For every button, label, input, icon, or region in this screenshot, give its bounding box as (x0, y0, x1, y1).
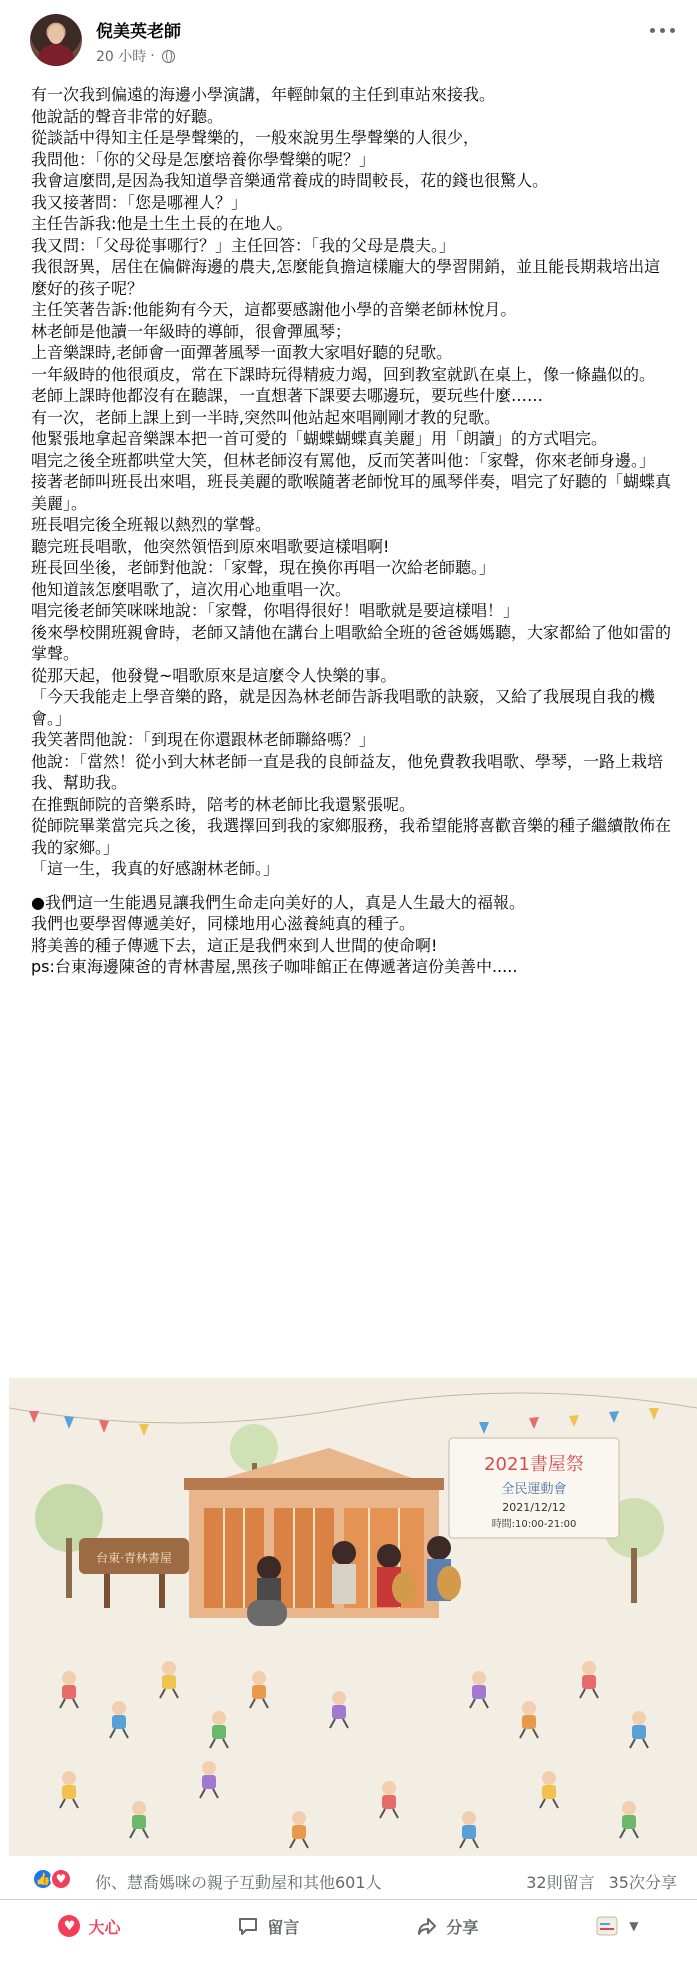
reactions-bar (0, 1856, 697, 1900)
post-paragraph: 我很訝異，居住在偏僻海邊的農夫,怎麼能負擔這樣龐大的學習開銷，並且能長期栽培出這麼好的孩子呢？ (31, 257, 661, 298)
comment-icon (237, 1915, 259, 1937)
post-body (31, 84, 671, 978)
post-paragraph: 林老師是他讀一年級時的導師，很會彈風琴； (31, 321, 352, 341)
post-closing-line: 我們也要學習傳遞美好，同樣地用心滋養純真的種子。 (31, 914, 416, 933)
share-icon (416, 1915, 438, 1937)
more-options-icon[interactable] (650, 28, 675, 33)
post-closing-line: ●我們這一生能遇見讓我們生命走向美好的人，真是人生最大的福報。 (31, 892, 525, 912)
page-avatar-icon (595, 1915, 621, 1937)
post-paragraph: 「這一生，我真的好感謝林老師。」 (31, 859, 280, 878)
author-name[interactable]: 倪美英老師 (96, 22, 181, 42)
post-paragraph: 從那天起，他發覺~唱歌原來是這麼令人快樂的事。 (31, 665, 397, 685)
post-paragraph: 我笑著問他說：「到現在你還跟林老師聯絡嗎？」 (31, 730, 376, 749)
post-paragraph: 我問他：「你的父母是怎麼培養你學聲樂的呢？」 (31, 149, 376, 169)
post-paragraph: 班長回坐後，老師對他說：「家聲，現在換你再唱一次給老師聽。」 (31, 558, 496, 577)
chevron-down-icon: ▼ (629, 1919, 639, 1933)
audience-selector[interactable] (595, 1915, 638, 1937)
post-closing-line: 將美善的種子傳遞下去，這正是我們來到人世間的使命啊! (31, 935, 438, 955)
banner-title: 2021書屋祭 (484, 1454, 584, 1475)
globe-icon[interactable] (162, 50, 175, 63)
post-paragraph: 班長唱完後全班報以熱烈的掌聲。 (31, 515, 272, 534)
author-avatar[interactable] (30, 14, 82, 66)
post-paragraph: 從談話中得知主任是學聲樂的，一般來說男生學聲樂的人很少， (31, 128, 480, 147)
comment-button[interactable] (237, 1915, 299, 1938)
post-paragraph: 主任告訴我:他是土生土長的在地人。 (31, 214, 293, 233)
post-paragraph: 從師院畢業當完兵之後，我選擇回到我的家鄉服務，我希望能將喜歡音樂的種子繼續散佈在我的家鄉。」 (31, 816, 672, 857)
share-count[interactable]: 35次分享 (608, 1873, 677, 1892)
love-label: 大心 (88, 1917, 121, 1937)
love-icon: ♥ (50, 1868, 72, 1890)
reaction-icons[interactable] (32, 1868, 72, 1890)
like-icon: 👍 (32, 1868, 54, 1890)
post-illustration[interactable] (9, 1378, 697, 1856)
post-paragraph: 在推甄師院的音樂系時，陪考的林老師比我還緊張呢。 (31, 794, 416, 814)
post-paragraph: 我又問：「父母從事哪行？」主任回答：「我的父母是農夫。」 (31, 235, 456, 255)
post-header (0, 0, 697, 74)
action-bar (0, 1901, 697, 1951)
banner-time: 時間:10:00-21:00 (491, 1519, 577, 1530)
post-paragraph: 他知道該怎麼唱歌了，這次用心地重唱一次。 (31, 579, 352, 599)
post-paragraph: 老師上課時他都沒有在聽課，一直想著下課要去哪邊玩，要玩些什麼…… (31, 386, 544, 405)
post-paragraph: 接著老師叫班長出來唱，班長美麗的歌喉隨著老師悅耳的風琴伴奏，唱完了好聽的「蝴蝶真美麗」。 (31, 472, 672, 513)
banner-date: 2021/12/12 (502, 1501, 566, 1514)
post-paragraph: 他說話的聲音非常的好聽。 (31, 106, 224, 126)
post-paragraph: 他緊張地拿起音樂課本把一首可愛的「蝴蝶蝴蝶真美麗」用「朗讀」的方式唱完。 (31, 429, 608, 448)
post-meta (96, 46, 175, 66)
sign-text: 台東·青林書屋 (96, 1551, 172, 1565)
banner-subtitle: 全民運動會 (501, 1482, 567, 1497)
post-paragraph: 「今天我能走上學音樂的路，就是因為林老師告訴我唱歌的訣竅，又給了我展現自我的機會。」 (31, 687, 656, 728)
share-button[interactable] (416, 1915, 478, 1938)
post-paragraph: 唱完之後全班都哄堂大笑，但林老師沒有罵他，反而笑著叫他：「家聲，你來老師身邊。」 (31, 450, 656, 470)
share-label: 分享 (446, 1917, 479, 1937)
post-paragraph: 上音樂課時,老師會一面彈著風琴一面教大家唱好聽的兒歌。 (31, 343, 453, 362)
post-paragraph: 他說：「當然！從小到大林老師一直是我的良師益友，他免費教我唱歌、學琴，一路上栽培我、幫助我。 (31, 751, 664, 792)
heart-icon: ♥ (58, 1915, 80, 1937)
post-paragraph: 唱完後老師笑咪咪地說：「家聲，你唱得很好！唱歌就是要這樣唱！」 (31, 601, 520, 620)
post-paragraph: 一年級時的他很頑皮，常在下課時玩得精疲力竭，回到教室就趴在桌上，像一條蟲似的。 (31, 364, 656, 384)
meta-separator: · (150, 48, 155, 64)
post-paragraph: 我會這麼問,是因為我知道學音樂通常養成的時間較長，花的錢也很驚人。 (31, 171, 549, 190)
post-time[interactable]: 20 小時 (96, 49, 147, 65)
comment-count[interactable]: 32則留言 (526, 1873, 595, 1892)
post-paragraph: 後來學校開班親會時，老師又請他在講台上唱歌給全班的爸爸媽媽聽，大家都給了他如雷的掌聲。 (31, 622, 672, 663)
post-paragraph: 主任笑著告訴:他能夠有今天，這都要感謝他小學的音樂老師林悅月。 (31, 300, 517, 319)
love-button[interactable] (58, 1915, 120, 1938)
post-paragraph: 我又接著問：「您是哪裡人？」 (31, 192, 248, 212)
reaction-summary[interactable]: 你、慧喬媽咪の親子互動屋和其他601人 (95, 1873, 382, 1892)
post-paragraph: 有一次我到偏遠的海邊小學演講，年輕帥氣的主任到車站來接我。 (31, 85, 496, 104)
comment-label: 留言 (267, 1917, 300, 1937)
post-paragraph: 有一次，老師上課上到一半時,突然叫他站起來唱剛剛才教的兒歌。 (31, 407, 501, 427)
post-paragraph: 聽完班長唱歌，他突然領悟到原來唱歌要這樣唱啊! (31, 536, 390, 556)
post-closing-line: ps:台東海邊陳爸的青林書屋,黑孩子咖啡館正在傳遞著這份美善中..... (31, 957, 518, 976)
